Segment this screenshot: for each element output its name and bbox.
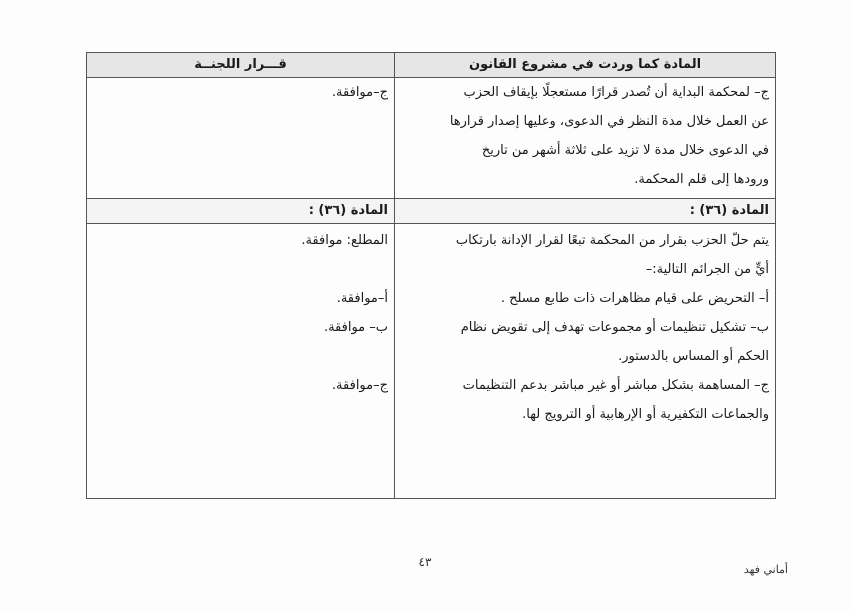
article-text-line: ج– لمحكمة البداية أن تُصدر قرارًا مستعجلًا بإيقاف الحزب <box>463 85 769 100</box>
article-text-line: الحكم أو المساس بالدستور. <box>618 349 769 364</box>
decision-column-header: قـــرار اللجنــة <box>87 53 395 78</box>
article-text-line: يتم حلّ الحزب بقرار من المحكمة تبعًا لقرار الإدانة بارتكاب <box>455 233 769 248</box>
article-cell <box>395 224 776 499</box>
decision-cell <box>87 224 395 499</box>
table-row <box>87 224 776 499</box>
spacer <box>93 342 388 371</box>
law-comparison-table <box>86 52 776 499</box>
article-title-row <box>87 199 776 224</box>
table-header-row <box>87 53 776 78</box>
decision-cell <box>87 78 395 199</box>
article-text-line: أ– التحريض على قيام مظاهرات ذات طابع مسلح . <box>500 291 769 306</box>
table-row <box>87 78 776 199</box>
decision-text: أ–موافقة. <box>336 291 388 306</box>
decision-text: ج–موافقة. <box>331 378 388 393</box>
article-title-cell: المادة (٣٦) : <box>395 199 776 224</box>
decision-title-cell: المادة (٣٦) : <box>87 199 395 224</box>
signature: أماني فهد <box>743 563 788 576</box>
decision-text: ج–موافقة. <box>331 85 388 100</box>
article-cell <box>395 78 776 199</box>
article-text-line: ب– تشكيل تنظيمات أو مجموعات تهدف إلى تقويض نظام <box>460 320 769 335</box>
article-text-line: في الدعوى خلال مدة لا تزيد على ثلاثة أشهر من تاريخ <box>481 143 769 158</box>
article-text-line: أيٍّ من الجرائم التالية:– <box>645 262 769 277</box>
article-text-line: والجماعات التكفيرية أو الإرهابية أو الترويج لها. <box>522 407 769 422</box>
page-number: ٤٣ <box>418 555 432 569</box>
decision-text: ب– موافقة. <box>323 320 388 335</box>
article-text-line: عن العمل خلال مدة النظر في الدعوى، وعليها إصدار قرارها <box>449 114 769 129</box>
article-text-line: ورودها إلى قلم المحكمة. <box>634 172 769 187</box>
spacer <box>93 255 388 284</box>
article-column-header: المادة كما وردت في مشروع القانون <box>395 53 776 78</box>
decision-text: المطلع: موافقة. <box>301 233 388 248</box>
article-text-line: ج– المساهمة بشكل مباشر أو غير مباشر بدعم التنظيمات <box>462 378 769 393</box>
